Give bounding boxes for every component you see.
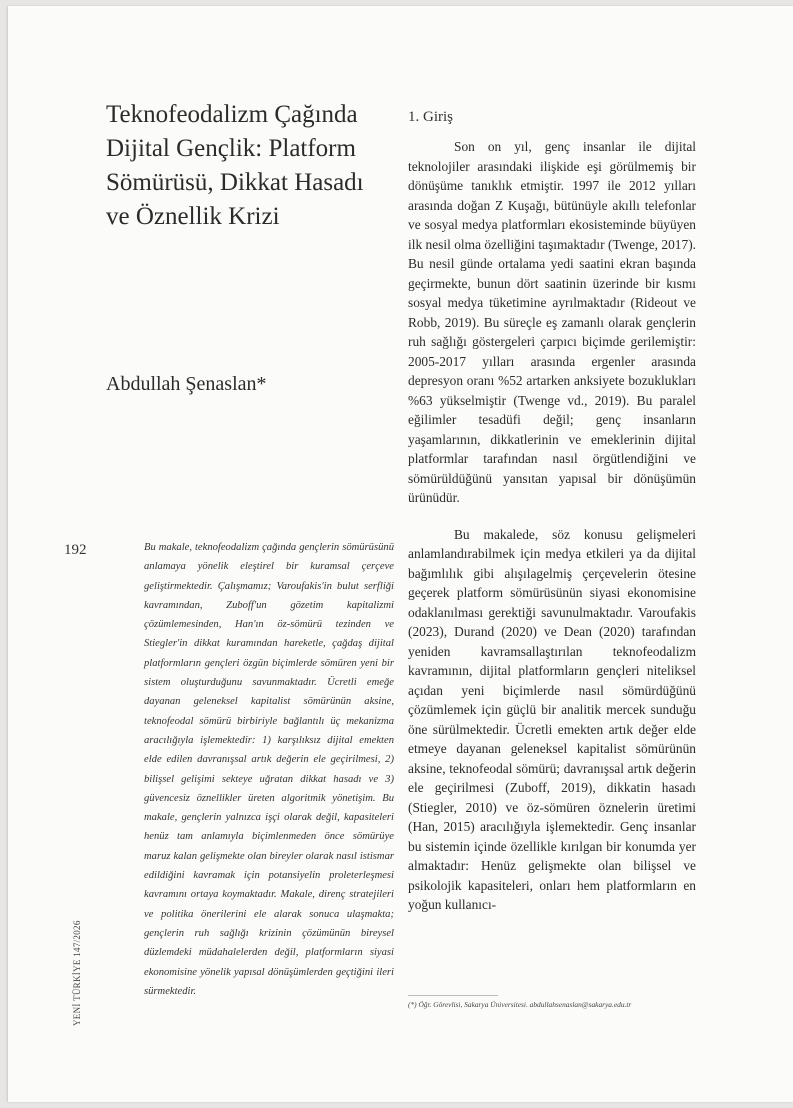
author-name: Abdullah Şenaslan*: [106, 373, 267, 395]
journal-page: [8, 6, 793, 1102]
article-title: Teknofeodalizm Çağında Dijital Gençlik: Platform Sömürüsü, Dikkat Hasadı ve Öznellik Krizi: [106, 101, 364, 230]
page-number: 192: [64, 542, 87, 558]
footnote: (*) Öğr. Görevlisi, Sakarya Üniversitesi. abdullahsenaslan@sakarya.edu.tr: [408, 1000, 632, 1009]
abstract-text: Bu makale, teknofeodalizm çağında gençlerin sömürüsünü anlamaya yönelik eleştirel bir kuramsal çerçeve geliştirmektedir. Çalışmamız; Varoufakis'in bulut serfliği kavramından, Zuboff'un gözetim kapitalizmi çözümlemesinden, Han'ın öz-sömürü tezinden ve Stiegler'in dikkat kuramından hareketle, çağdaş dijital platformların gençleri özgün biçimlerde sömüren yeni bir sistem oluşturduğunu savunmaktadır. Ücretli emeğe dayanan geleneksel kapitalist sömürünün aksine, teknofeodal sömürü birbiriyle bağlantılı üç mekanizma aracılığıyla işlemektedir: 1) karşılıksız dijital emekten elde edilen davranışsal artık değerin ele geçirilmesi, 2) bilişsel gelişimi sekteye uğratan dikkat hasadı ve 3) güvencesiz öznellikler üreten algoritmik yönetişim. Bu makale, gençlerin yalnızca işçi olarak değil, kapasiteleri henüz tam anlamıyla biçimlenmeden önce sömürüye maruz kalan gelişmekte olan bireyler olarak nasıl istismar edildiğini kavramak için potansiyelin proleterleşmesi kavramını ortaya koymaktadır. Makale, direnç stratejileri ve politika önerilerini ele alarak sonuca ulaşmakta; gençlerin ruh sağlığı krizinin çözümünün bireysel düzlemdeki müdahalelerden değil, platformların siyasi ekonomisine yönelik yapısal dönüşümlerden geçtiğini ileri sürmektedir.: [144, 542, 394, 997]
body-text: [408, 137, 696, 915]
section-heading: 1. Giriş: [408, 109, 453, 125]
paragraph-2: Bu makalede, söz konusu gelişmeleri anlamlandırabilmek için medya etkileri ya da dijital bağımlılık gibi alışılagelmiş çerçevelerin ötesine geçerek platform sömürüsünün siyasi ekonomisine odaklanılması gerektiği savunulmaktadır. Varoufakis (2023), Durand (2020) ve Dean (2020) tarafından yeniden kavramsallaştırılan teknofeodalizm kavramının, dijital platformların gençleri niteliksel açıdan yeni biçimlerde nasıl sömürdüğünü çözümlemek için güçlü bir analitik mercek sunduğu öne sürülmektedir. Ücretli emekten artık değer elde etmeye dayanan geleneksel kapitalist sömürünün aksine, teknofeodal sömürü; davranışsal artık değerin ele geçirilmesi (Zuboff, 2019), dikkatin hasadı (Stiegler, 2010) ve öz-sömüren öznelerin üretimi (Han, 2015) aracılığıyla işlemektedir. Genç insanlar bu sistemin içinde özellikle kırılgan bir konumda yer almaktadır: Henüz gelişmekte olan bilişsel ve psikolojik kapasiteleri, onları hem platformların en yoğun kullanıcı-: [408, 526, 696, 912]
journal-spine-label: YENİ TÜRKİYE 147/2026: [72, 920, 82, 1026]
footnote-divider: [408, 995, 498, 996]
paragraph-1: Son on yıl, genç insanlar ile dijital teknolojiler arasındaki ilişkide eşi görülmemiş bir dönüşüme tanıklık etmiştir. 1997 ile 2012 yılları arasında doğan Z Kuşağı, bütünüyle akıllı telefonlar ve sosyal medya platformları ekosisteminde büyüyen ilk nesil olma özelliğini taşımaktadır (Twenge, 2017). Bu nesil günde ortalama yedi saatini ekran başında geçirmekte, bunun dört saatinin üzerinde bir kısmı sosyal medya tüketimine ayrılmaktadır (Rideout ve Robb, 2019). Bu süreçle eş zamanlı olarak gençlerin ruh sağlığı göstergeleri çarpıcı biçimde gerilemiştir: 2005-2017 yılları arasında ergenler arasında depresyon oranı %52 artarken anksiyete bozuklukları %63 yükselmiştir (Twenge vd., 2019). Bu paralel eğilimler tesadüfi değil; genç insanların yaşamlarının, dikkatlerinin ve emeklerinin dijital platformlar tarafından nasıl örgütlendiğini ve sömürüldüğünü yansıtan yapısal bir dönüşümün ürünüdür.: [408, 139, 696, 505]
